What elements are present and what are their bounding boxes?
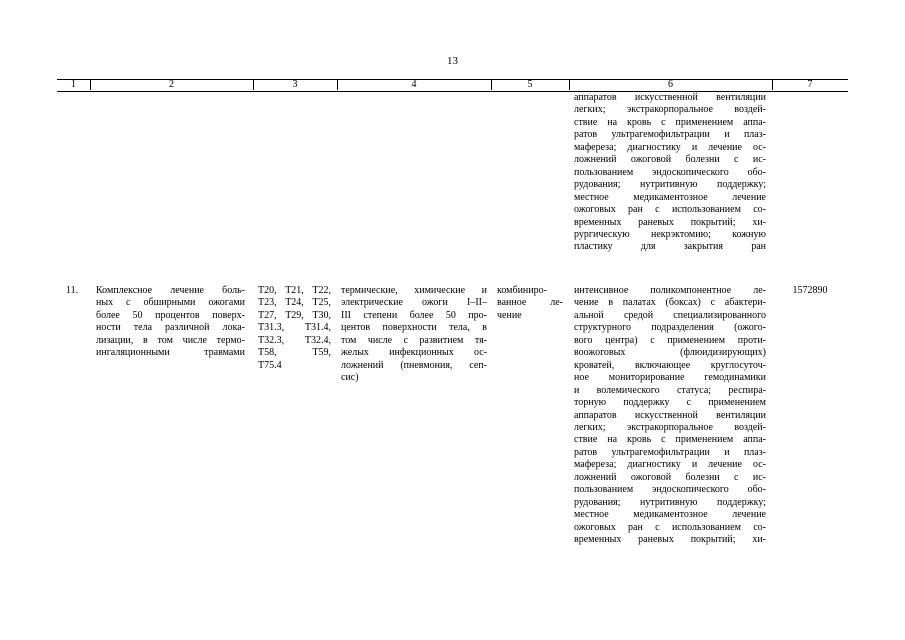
text-line: ное мониторирование гемодинамики — [574, 372, 766, 384]
text-line: T23, T24, T25, — [258, 297, 331, 309]
continuation-col6-text — [574, 92, 766, 254]
text-line: вого центра) с применением проти- — [574, 334, 766, 346]
text-line: ложнений ожоговой болезни с ис- — [574, 154, 766, 166]
text-line: ратов ультрагемофильтрации и плаз- — [574, 446, 766, 458]
header-col-4: 4 — [411, 79, 417, 90]
text-line: ванное ле- — [497, 297, 563, 309]
text-line: временных раневых покрытий; хи- — [574, 216, 766, 228]
text-line: ожоговых ран с использованием со- — [574, 204, 766, 216]
text-line: III степени более 50 про- — [341, 309, 487, 321]
text-line: пользованием эндоскопического обо- — [574, 484, 766, 496]
text-line: T75.4 — [258, 359, 282, 371]
text-line: ожоговых ран с использованием со- — [574, 521, 766, 533]
text-line: T27, T29, T30, — [258, 309, 331, 321]
text-line: термические, химические и — [341, 285, 487, 296]
text-line: пользованием эндоскопического обо- — [574, 166, 766, 178]
text-line: временных раневых покрытий; хи- — [574, 534, 766, 546]
text-line: T20, T21, T22, — [258, 285, 331, 296]
text-line: структурного подразделения (ожого- — [574, 322, 766, 334]
text-line: T32.3, T32.4, — [258, 334, 331, 346]
text-line: альной средой специализированного — [574, 309, 766, 321]
text-line: рудования; нутритивную поддержку; — [574, 496, 766, 508]
text-line: чение в палатах (боксах) с абактери- — [574, 297, 766, 309]
header-col-7: 7 — [807, 79, 813, 90]
text-line: ложнений (пневмония, сеп- — [341, 359, 487, 371]
text-line: центов поверхности тела, в — [341, 322, 487, 334]
text-line: ных с обширными ожогами — [96, 297, 245, 309]
header-col-3: 3 — [292, 79, 298, 90]
text-line: местное медикаментозное лечение — [574, 509, 766, 521]
text-line: Комплексное лечение боль- — [96, 285, 245, 296]
text-line: том числе с развитием тя- — [341, 334, 487, 346]
text-line: чение — [497, 309, 522, 321]
header-col-1: 1 — [71, 79, 76, 90]
text-line: пластику для закрытия ран — [574, 241, 766, 253]
row11-col4-text — [341, 285, 487, 385]
header-col-6: 6 — [668, 79, 673, 90]
row11-col6-text — [574, 285, 766, 547]
text-line: ложнений ожоговой болезни с ис- — [574, 471, 766, 483]
text-line: T58, T59, — [258, 347, 331, 359]
text-line: интенсивное поликомпонентное ле- — [574, 285, 766, 296]
text-line: ности тела различной лока- — [96, 322, 245, 334]
text-line: мафереза; диагностику и лечение ос- — [574, 141, 766, 153]
row11-col2-text — [96, 285, 245, 360]
page-number: 13 — [447, 55, 458, 67]
text-line: аппаратов искусственной вентиляции — [574, 409, 766, 421]
text-line: более 50 процентов поверх- — [96, 309, 245, 321]
text-line: ратов ультрагемофильтрации и плаз- — [574, 129, 766, 141]
text-line: ствие на кровь с применением аппа- — [574, 116, 766, 128]
text-line: сис) — [341, 372, 359, 384]
row-number: 11. — [66, 285, 79, 296]
text-line: воожоговых (флюидизирующих) — [574, 347, 766, 359]
text-line: рургическую некрэктомию; кожную — [574, 228, 766, 240]
header-col-5: 5 — [527, 79, 533, 90]
text-line: электрические ожоги I–II– — [341, 297, 487, 309]
text-line: местное медикаментозное лечение — [574, 191, 766, 203]
text-line: желых инфекционных ос- — [341, 347, 487, 359]
text-line: мафереза; диагностику и лечение ос- — [574, 459, 766, 471]
text-line: рудования; нутритивную поддержку; — [574, 179, 766, 191]
text-line: лизации, в том числе термо- — [96, 334, 245, 346]
text-line: легких; экстракорпоральное воздей- — [574, 104, 766, 116]
text-line: торную поддержку с применением — [574, 397, 766, 409]
header-col-2: 2 — [169, 79, 174, 90]
text-line: ингаляционными травмами — [96, 347, 245, 359]
row11-col7-amount: 1572890 — [792, 285, 828, 296]
text-line: ствие на кровь с применением аппа- — [574, 434, 766, 446]
text-line: аппаратов искусственной вентиляции — [574, 92, 766, 103]
text-line: легких; экстракорпоральное воздей- — [574, 421, 766, 433]
text-line: комбиниро- — [497, 285, 547, 296]
text-line: T31.3, T31.4, — [258, 322, 331, 334]
text-line: кроватей, включающее круглосуточ- — [574, 359, 766, 371]
row11-col3-codes — [258, 285, 331, 372]
text-line: и волемического статуса; респира- — [574, 384, 766, 396]
row11-col5-text — [497, 285, 563, 322]
